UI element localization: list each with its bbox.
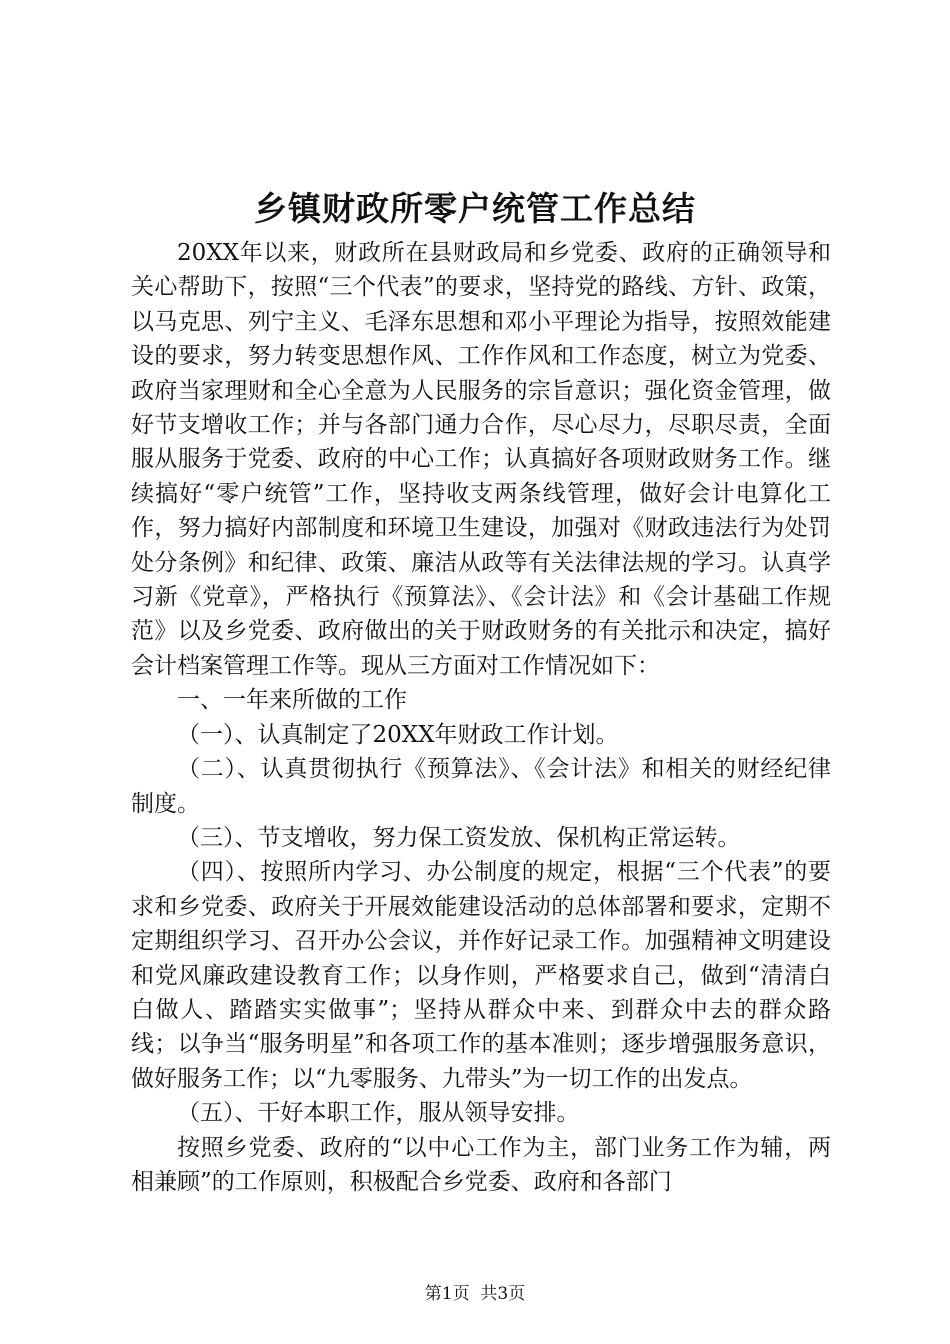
list-item-1: （一）、认真制定了20XX年财政工作计划。 bbox=[177, 721, 619, 748]
document-title: 乡镇财政所零户统管工作总结 bbox=[254, 189, 696, 228]
paragraph-intro: 20XX年以来，财政所在县财政局和乡党委、政府的正确领导和关心帮助下，按照“三个代表”的要求，坚持党的路线、方针、政策，以马克思、列宁主义、毛泽东思想和邓小平理论为指导，按照效能建设的要求，努力转变思想作风、工作作风和工作态度，树立为党委、政府当家理财和全心全意为人民服务的宗旨意识；强化资金管理，做好节支增收工作；并与各部门通力合作，尽心尽力，尽职尽责，全面服从服务于党委、政府的中心工作；认真搞好各项财政财务工作。继续搞好“零户统管”工作，坚持收支两条线管理，做好会计电算化工作，努力搞好内部制度和环境卫生建设，加强对《财政违法行为处罚处分条例》和纪律、政策、廉洁从政等有关法律法规的学习。认真学习新《党章》，严格执行《预算法》、《会计法》和《会计基础工作规范》以及乡党委、政府做出的关于财政财务的有关批示和决定，搞好会计档案管理工作等。现从三方面对工作情况如下： bbox=[131, 240, 831, 679]
list-item-3: （三）、节支增收，努力保工资发放、保机构正常运转。 bbox=[177, 824, 741, 851]
list-item-2: （二）、认真贯彻执行《预算法》、《会计法》和相关的财经纪律制度。 bbox=[131, 756, 831, 817]
page-number: 第1页 共3页 bbox=[424, 1284, 526, 1304]
section-heading-1: 一、一年来所做的工作 bbox=[177, 687, 407, 714]
list-item-4: （四）、按照所内学习、办公制度的规定，根据“三个代表”的要求和乡党委、政府关于开展效能建设活动的总体部署和要求，定期不定期组织学习、召开办公会议，并作好记录工作。加强精神文明建设和党风廉政建设教育工作；以身作则，严格要求自己，做到“清清白白做人、踏踏实实做事”；坚持从群众中来、到群众中去的群众路线；以争当“服务明星”和各项工作的基本准则；逐步增强服务意识，做好服务工作；以“九零服务、九带头”为一切工作的出发点。 bbox=[131, 859, 831, 1092]
document-body bbox=[131, 236, 831, 1199]
list-item-5: （五）、干好本职工作，服从领导安排。 bbox=[177, 1100, 580, 1127]
paragraph-work-principle: 按照乡党委、政府的“以中心工作为主，部门业务工作为辅，两相兼顾”的工作原则，积极配合乡党委、政府和各部门 bbox=[131, 1134, 831, 1195]
